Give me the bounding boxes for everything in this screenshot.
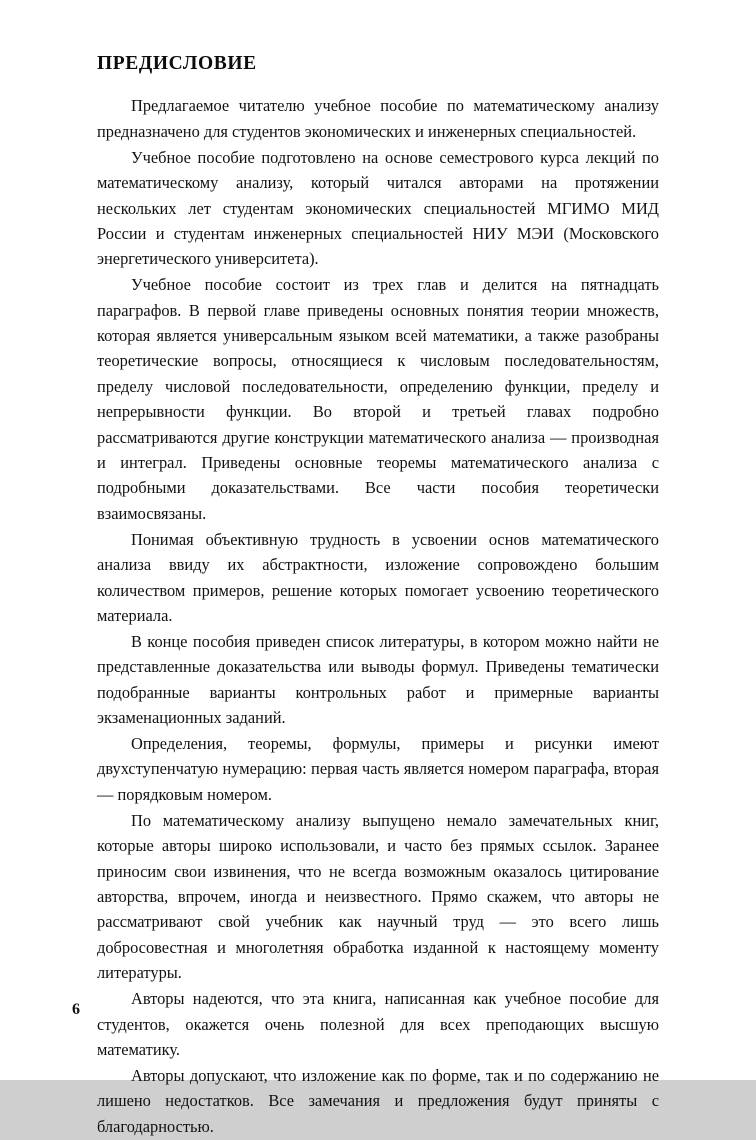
- paragraph: Учебное пособие состоит из трех глав и делится на пятнадцать параграфов. В первой главе приведены основных понятия теории множеств, которая является универсальным языком всей математики, а также разобраны теоретические вопросы, относящиеся к числовым последовательностям, пределу числовой последовательности, определению функции, пределу и непрерывности функции. Во второй и третьей главах подробно рассматриваются другие конструкции математического анализа — производная и интеграл. Приведены основные теоремы математического анализа с подробными доказательствами. Все части пособия теоретически взаимосвязаны.: [97, 275, 659, 523]
- paragraph: В конце пособия приведен список литературы, в котором можно найти не представленные доказательства или выводы формул. Приведены тематически подобранные варианты контрольных работ и примерные варианты экзаменационных заданий.: [97, 631, 659, 728]
- page-number: 6: [72, 1001, 80, 1018]
- paragraph: Определения, теоремы, формулы, примеры и рисунки имеют двухступенчатую нумерацию: первая часть является номером параграфа, вторая — порядковым номером.: [97, 734, 659, 804]
- paragraph: Авторы надеются, что эта книга, написанная как учебное пособие для студентов, окажется очень полезной для всех преподающих высшую математику.: [97, 989, 659, 1059]
- paragraph: По математическому анализу выпущено немало замечательных книг, которые авторы широко использовали, и часто без прямых ссылок. Заранее приносим свои извинения, что не всегда возможным оказалось цитирование авторства, впрочем, иногда и неизвестного. Прямо скажем, что авторы не рассматривают свой учебник как научный труд — это всего лишь добросовестная и многолетняя обработка изданной к настоящему моменту литературы.: [97, 810, 659, 983]
- paragraph: Понимая объективную трудность в усвоении основ математического анализа ввиду их абстрактности, изложение сопровождено большим количеством примеров, решение которых помогает усвоению теоретического материала.: [97, 529, 659, 626]
- paragraph: Авторы допускают, что изложение как по форме, так и по содержанию не лишено недостатков. Все замечания и предложения будут приняты с благодарностью.: [97, 1065, 659, 1136]
- page-title: ПРЕДИСЛОВИЕ: [97, 53, 257, 74]
- paragraph: Предлагаемое читателю учебное пособие по математическому анализу предназначено для студентов экономических и инженерных специальностей.: [97, 96, 659, 141]
- paragraph: Учебное пособие подготовлено на основе семестрового курса лекций по математическому анализу, который читался авторами на протяжении нескольких лет студентам экономических специальностей МГИМО МИД России и студентам инженерных специальностей НИУ МЭИ (Московского энергетического университета).: [97, 147, 659, 269]
- page-content: [97, 52, 659, 1140]
